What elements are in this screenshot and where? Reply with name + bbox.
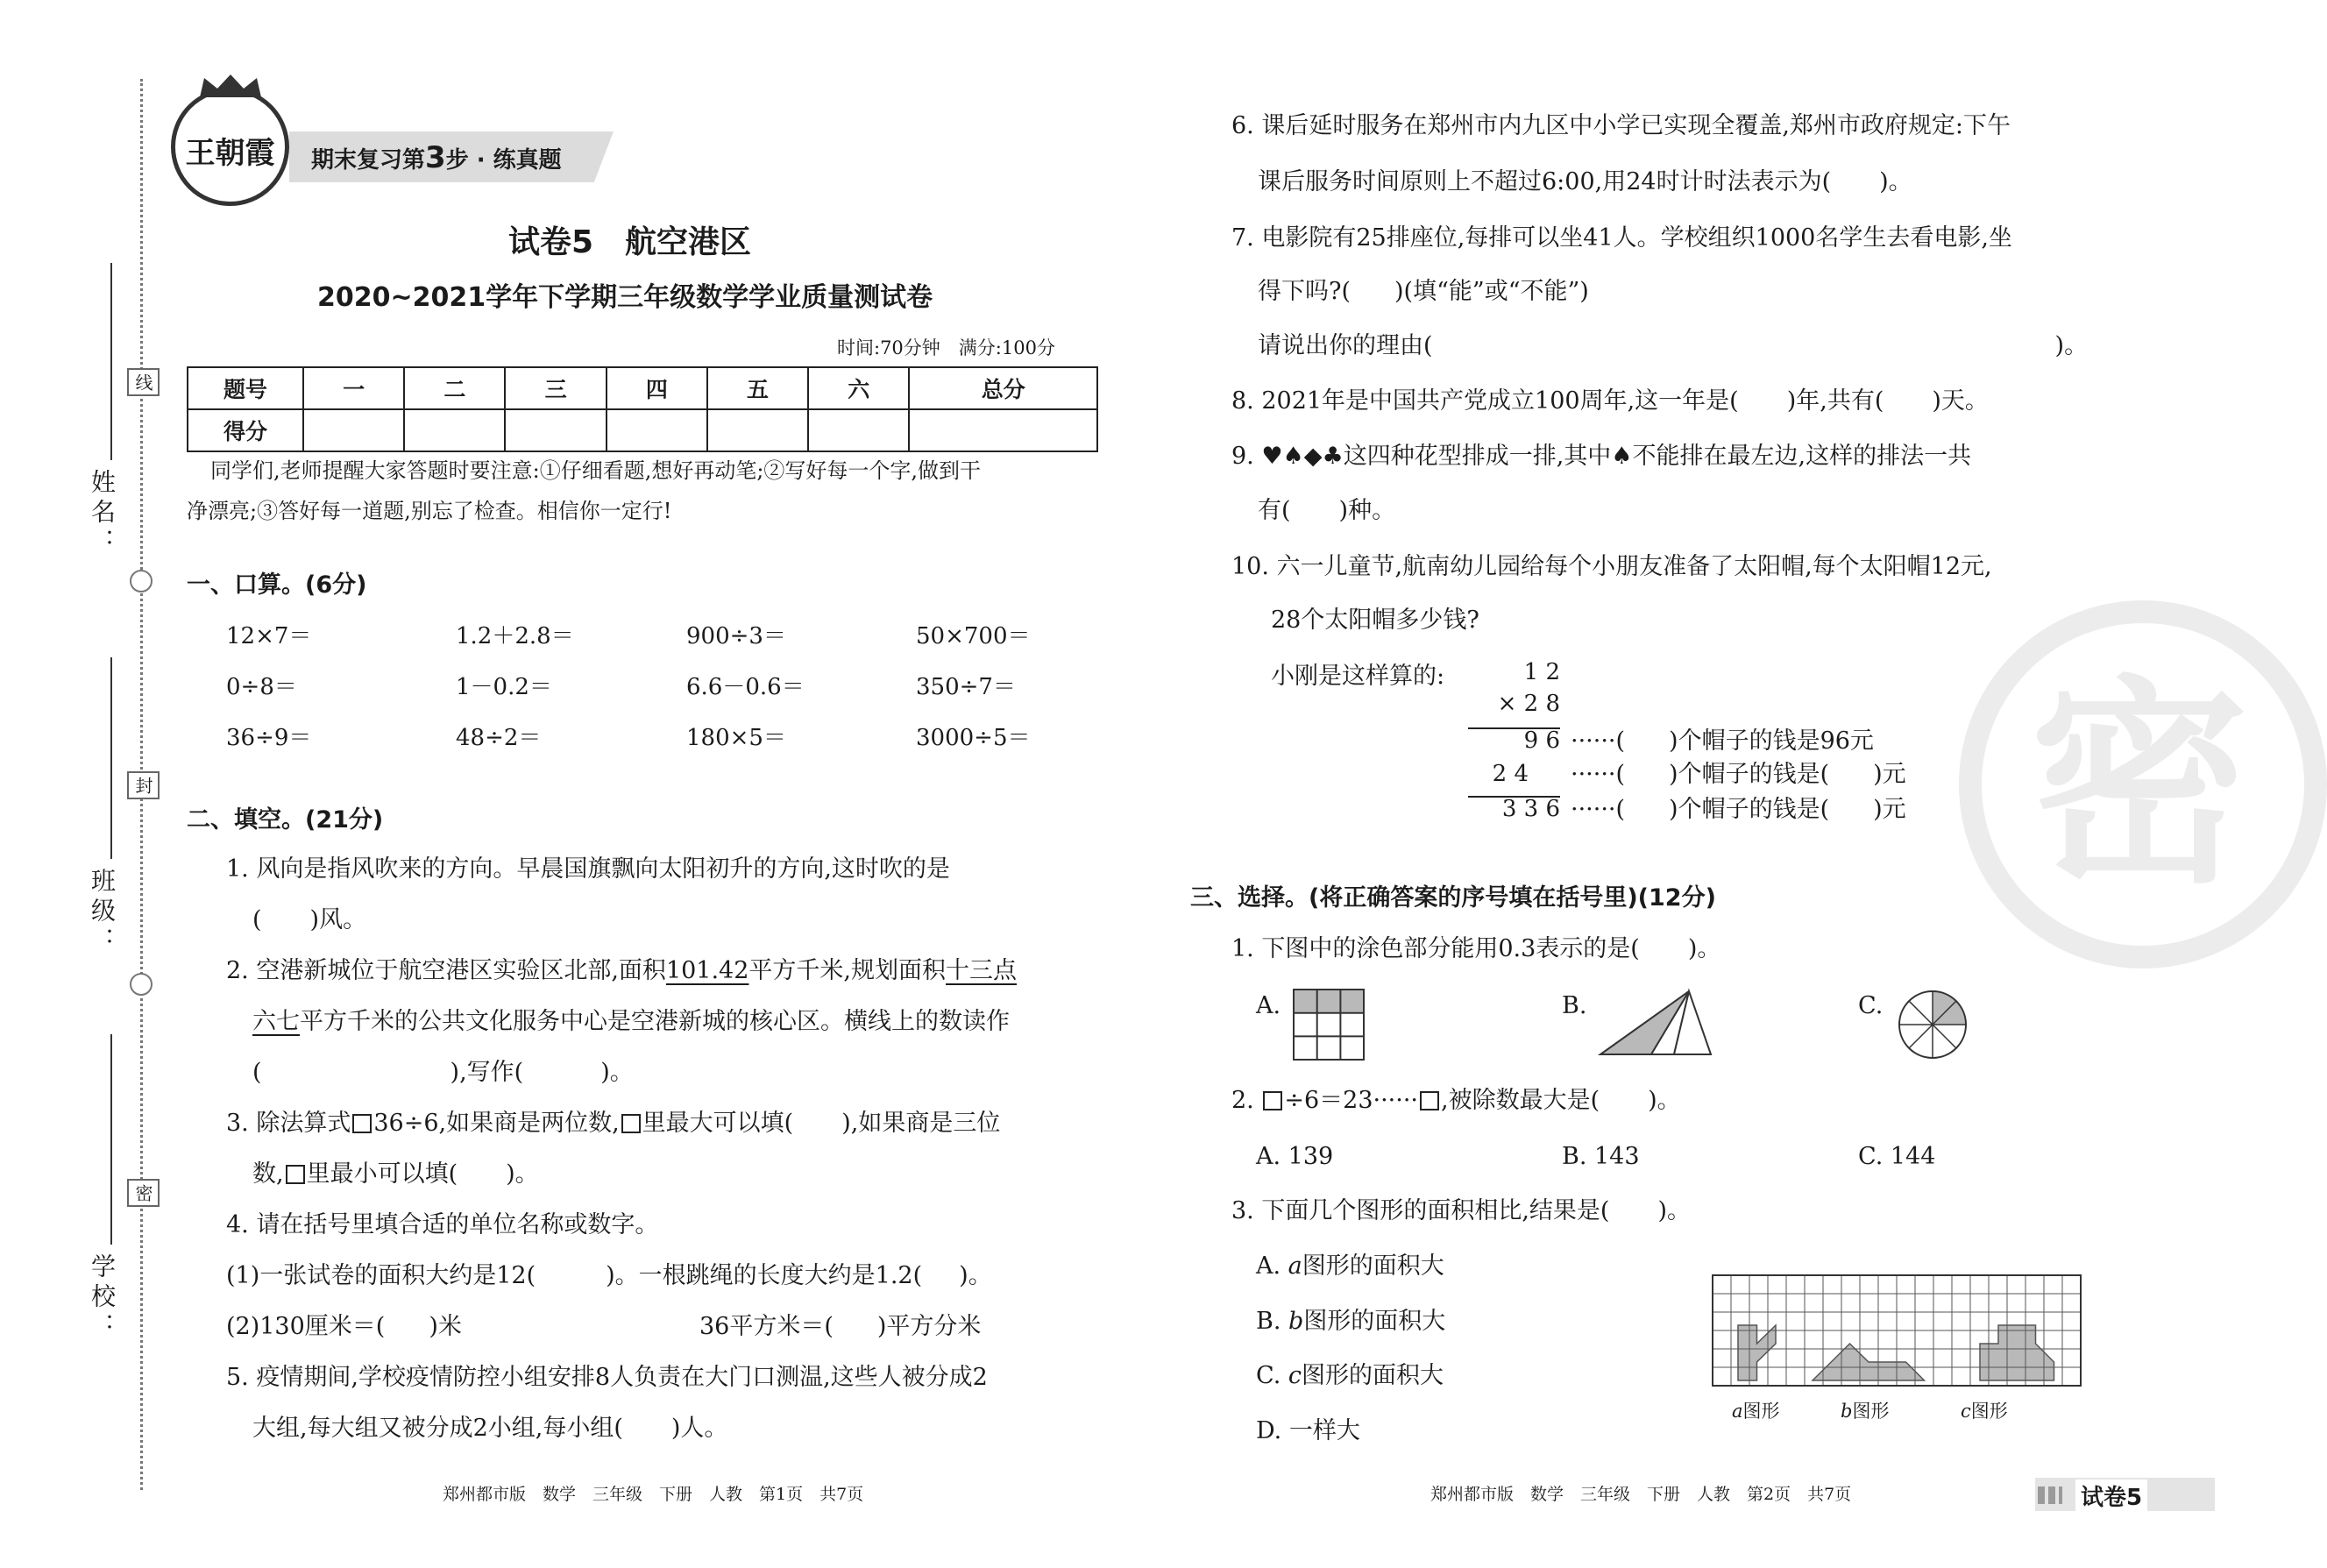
score-cell: 得分	[188, 409, 303, 451]
area-comparison-grid	[1711, 1274, 2083, 1407]
score-input-cell[interactable]	[607, 409, 707, 451]
calc-row: 9 6	[1523, 727, 1560, 754]
brand-logo	[171, 88, 289, 206]
box-placeholder-icon	[621, 1114, 641, 1133]
mental-math-item: 3000÷5＝	[916, 725, 1031, 751]
choice-q3-option-c[interactable]: C. c图形的面积大	[1256, 1362, 1444, 1389]
choice-q2-option-c[interactable]: C. 144	[1858, 1143, 1936, 1170]
figure-label-c: c图形	[1961, 1401, 2008, 1422]
fill-q4-2-right: 36平方米＝( )平方分米	[699, 1313, 982, 1340]
calc-row: 1 2	[1523, 659, 1560, 685]
fill-q5-line-2: 大组,每大组又被分成2小组,每小组( )人。	[252, 1415, 728, 1442]
seal-secret-mark: 密	[127, 1179, 160, 1207]
score-input-cell[interactable]	[808, 409, 909, 451]
fill-q4-1: (1)一张试卷的面积大约是12( )。一根跳绳的长度大约是1.2( )。	[226, 1262, 992, 1289]
score-input-cell[interactable]	[303, 409, 404, 451]
mental-math-item: 1.2＋2.8＝	[456, 623, 574, 649]
score-table-score-row	[188, 409, 1097, 451]
fill-q10-line-2: 28个太阳帽多少钱?	[1271, 607, 1479, 634]
mental-math-item: 180×5＝	[686, 725, 786, 751]
fill-q2-line-3: ( ),写作( )。	[252, 1059, 634, 1086]
page-tag: 试卷5	[2075, 1479, 2147, 1512]
choice-q1-option-c[interactable]: C.	[1858, 992, 1884, 1019]
footer-right: 郑州都市版 数学 三年级 下册 人教 第2页 共7页	[1430, 1485, 1852, 1504]
fill-q3-line-2: 数, 里最小可以填( )。	[252, 1160, 539, 1188]
choice-q2-option-b[interactable]: B. 143	[1562, 1143, 1640, 1170]
fill-q7-line-3: 请说出你的理由( )。	[1258, 332, 2089, 359]
mental-math-item: 50×700＝	[916, 623, 1031, 649]
grid-square-figure	[1293, 989, 1366, 1062]
class-label: 班级：	[88, 868, 117, 957]
name-label: 姓名：	[88, 469, 117, 558]
class-field-line[interactable]	[110, 657, 112, 859]
fill-q8: 8. 2021年是中国共产党成立100周年,这一年是( )年,共有( )天。	[1231, 387, 1989, 415]
box-placeholder-icon	[1263, 1091, 1282, 1110]
seal-line-mark: 线	[127, 368, 160, 396]
mental-math-item: 350÷7＝	[916, 674, 1016, 700]
box-placeholder-icon	[352, 1114, 372, 1133]
fill-q7-line-1: 7. 电影院有25排座位,每排可以坐41人。学校组织1000名学生去看电影,坐	[1231, 224, 2012, 252]
box-placeholder-icon	[286, 1165, 305, 1184]
paper-subtitle: 2020~2021学年下学期三年级数学学业质量测试卷	[317, 282, 933, 313]
score-cell: 五	[707, 367, 808, 409]
calc-row: × 2 8	[1497, 691, 1560, 717]
score-cell: 二	[404, 367, 505, 409]
section-3-heading: 三、选择。(将正确答案的序号填在括号里)(12分)	[1190, 884, 1716, 912]
school-label: 学校：	[88, 1253, 117, 1343]
paper-title: 试卷5 航空港区	[508, 224, 752, 260]
calc-note-2: ······( )个帽子的钱是( )元	[1571, 761, 1906, 788]
mental-math-item: 12×7＝	[226, 623, 312, 649]
intro-line-1: 同学们,老师提醒大家答题时要注意:①仔细看题,想好再动笔;②写好每一个字,做到干	[210, 458, 982, 483]
calc-row: 2 4	[1492, 761, 1529, 787]
binding-dot-1	[130, 570, 153, 592]
score-cell: 六	[808, 367, 909, 409]
choice-q2-option-a[interactable]: A. 139	[1256, 1143, 1334, 1170]
page-tag-dots-icon	[2038, 1486, 2062, 1504]
triangle-figure	[1597, 988, 1720, 1058]
fill-q6-line-1: 6. 课后延时服务在郑州市内九区中小学已实现全覆盖,郑州市政府规定:下午	[1231, 112, 2011, 139]
fill-q3-line-1: 3. 除法算式 36÷6,如果商是两位数, 里最大可以填( ),如果商是三位	[226, 1110, 1001, 1137]
fill-q4-2-left: (2)130厘米＝( )米	[226, 1313, 462, 1340]
score-input-cell[interactable]	[707, 409, 808, 451]
mental-math-item: 36÷9＝	[226, 725, 312, 751]
calc-note-3: ······( )个帽子的钱是( )元	[1571, 796, 1906, 823]
binding-dot-2	[130, 973, 153, 996]
mental-math-item: 900÷3＝	[686, 623, 786, 649]
choice-q2: 2. ÷6＝23······ ,被除数最大是( )。	[1231, 1087, 1681, 1114]
mental-math-item: 6.6－0.6＝	[686, 674, 805, 700]
score-table	[187, 366, 1098, 452]
logo-text: 王朝霞	[185, 136, 275, 171]
choice-q1-option-a[interactable]: A.	[1256, 992, 1281, 1019]
choice-q1-option-b[interactable]: B.	[1562, 992, 1587, 1019]
mental-math-item: 0÷8＝	[226, 674, 297, 700]
seal-seal-mark: 封	[127, 771, 160, 799]
circle-figure	[1896, 988, 1969, 1061]
mental-math-item: 1－0.2＝	[456, 674, 552, 700]
score-input-cell[interactable]	[505, 409, 606, 451]
fill-q10-line-1: 10. 六一儿童节,航南幼儿园给每个小朋友准备了太阳帽,每个太阳帽12元,	[1231, 553, 1992, 580]
footer-left: 郑州都市版 数学 三年级 下册 人教 第1页 共7页	[443, 1485, 864, 1504]
score-cell: 总分	[909, 367, 1097, 409]
fill-q1-line-2: ( )风。	[252, 906, 367, 933]
name-field-line[interactable]	[110, 263, 112, 460]
fill-q9-line-1: 9. ♥♠◆♣这四种花型排成一排,其中♠不能排在最左边,这样的排法一共	[1231, 443, 1972, 470]
section-2-heading: 二、填空。(21分)	[187, 806, 384, 834]
score-input-cell[interactable]	[909, 409, 1097, 451]
fill-q4: 4. 请在括号里填合适的单位名称或数字。	[226, 1211, 659, 1238]
fill-q7-line-2: 得下吗?( )(填“能”或“不能”)	[1258, 278, 1589, 305]
intro-line-2: 净漂亮;③答好每一道题,别忘了检查。相信你一定行!	[187, 499, 672, 523]
fill-q5-line-1: 5. 疫情期间,学校疫情防控小组安排8人负责在大门口测温,这些人被分成2	[226, 1364, 988, 1391]
fill-q2-line-1: 2. 空港新城位于航空港区实验区北部,面积101.42平方千米,规划面积十三点	[226, 957, 1018, 984]
fill-q10-line-3: 小刚是这样算的:	[1271, 663, 1445, 690]
stage-banner-text: 期末复习第3步 · 练真题	[311, 140, 562, 175]
score-cell: 四	[607, 367, 707, 409]
choice-q3-option-d[interactable]: D. 一样大	[1256, 1417, 1360, 1444]
figure-label-b: b图形	[1841, 1401, 1890, 1422]
crown-icon	[195, 73, 266, 99]
fill-q1-line-1: 1. 风向是指风吹来的方向。早晨国旗飘向太阳初升的方向,这时吹的是	[226, 855, 950, 883]
score-cell: 三	[505, 367, 606, 409]
figure-label-a: a图形	[1732, 1401, 1780, 1422]
choice-q3-option-b[interactable]: B. b图形的面积大	[1256, 1308, 1446, 1335]
section-1-heading: 一、口算。(6分)	[187, 571, 367, 599]
score-table-header-row	[188, 367, 1097, 409]
calc-row: 3 3 6	[1501, 796, 1560, 822]
mental-math-item: 48÷2＝	[456, 725, 542, 751]
score-cell: 一	[303, 367, 404, 409]
choice-q3: 3. 下面几个图形的面积相比,结果是( )。	[1231, 1197, 1692, 1224]
box-placeholder-icon	[1420, 1091, 1439, 1110]
watermark-seal: 密	[1959, 600, 2327, 968]
fill-q9-line-2: 有( )种。	[1258, 497, 1396, 524]
time-and-score: 时间:70分钟 满分:100分	[837, 337, 1055, 358]
choice-q1: 1. 下图中的涂色部分能用0.3表示的是( )。	[1231, 935, 1721, 962]
mental-math-grid	[226, 618, 1103, 770]
school-field-line[interactable]	[110, 1034, 112, 1245]
score-cell: 题号	[188, 367, 303, 409]
choice-q3-option-a[interactable]: A. a图形的面积大	[1256, 1252, 1444, 1280]
calc-note-1: ······( )个帽子的钱是96元	[1571, 727, 1874, 755]
score-input-cell[interactable]	[404, 409, 505, 451]
fill-q2-line-2: 六七平方千米的公共文化服务中心是空港新城的核心区。横线上的数读作	[252, 1008, 1010, 1035]
fill-q6-line-2: 课后服务时间原则上不超过6:00,用24时计时法表示为( )。	[1258, 168, 1912, 195]
